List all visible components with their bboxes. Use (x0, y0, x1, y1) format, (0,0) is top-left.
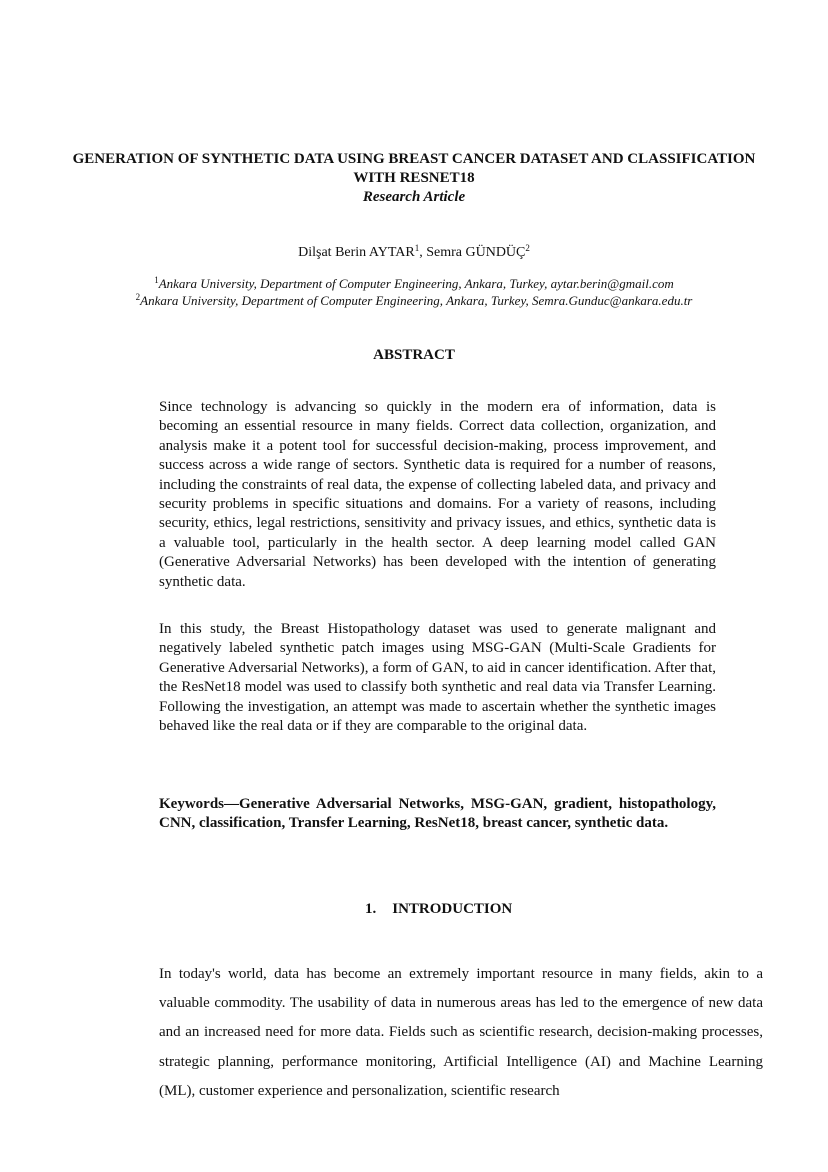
author-name: Semra GÜNDÜÇ (426, 245, 526, 260)
paper-title: GENERATION OF SYNTHETIC DATA USING BREAST CANCER DATASET AND CLASSIFICATION WITH RESNET18 (72, 151, 756, 186)
affiliation (0, 292, 828, 309)
author-separator: , (419, 245, 427, 260)
abstract-heading: ABSTRACT (373, 347, 455, 363)
keywords: Keywords—Generative Adversarial Networks, MSG-GAN, gradient, histopathology, CNN, classification, Transfer Learning, ResNet18, breast cancer, synthetic data. (159, 796, 716, 832)
affiliation-mark: 1 (154, 275, 159, 285)
author-affiliation-mark: 1 (414, 243, 420, 253)
author-affiliation-mark: 2 (525, 243, 530, 253)
article-type: Research Article (362, 189, 466, 205)
author-name: Dilşat Berin AYTAR (298, 245, 415, 260)
affiliation (0, 275, 828, 292)
affiliation-mark: 2 (135, 292, 141, 302)
affiliation-text: Ankara University, Department of Computer Engineering, Ankara, Turkey, aytar.berin@gmail.com (158, 276, 674, 291)
affiliation-text: Ankara University, Department of Computer Engineering, Ankara, Turkey, Semra.Gunduc@ankara.edu.tr (140, 293, 693, 308)
body-paragraph: In today's world, data has become an extremely important resource in many fields, akin to a valuable commodity. The usability of data in numerous areas has led to the emergence of new data and an increased need for more data. Fields such as scientific research, decision-making processes, strategic planning, performance monitoring, Artificial Intelligence (AI) and Machine Learning (ML), customer experience and personalization, scientific research (159, 966, 763, 1099)
section-heading (365, 900, 512, 918)
author-line (0, 244, 828, 262)
section-title: INTRODUCTION (392, 901, 513, 917)
section-number: 1. (365, 901, 377, 917)
abstract-paragraph: In this study, the Breast Histopathology dataset was used to generate malignant and negatively labeled synthetic patch images using MSG-GAN (Multi-Scale Gradients for Generative Adversarial Networks), a form of GAN, to aid in cancer identification. After that, the ResNet18 model was used to classify both synthetic and real data via Transfer Learning. Following the investigation, an attempt was made to ascertain whether the synthetic images behaved like the real data or if they are comparable to the original data. (159, 621, 716, 735)
abstract-paragraph: Since technology is advancing so quickly in the modern era of information, data is becoming an essential resource in many fields. Correct data collection, organization, and analysis make it a potent tool for successful decision-making, process improvement, and success across a wide range of sectors. Synthetic data is required for a number of reasons, including the constraints of real data, the expense of collecting labeled data, and privacy and security problems in specific situations and domains. For a variety of reasons, including security, ethics, legal restrictions, sensitivity and privacy issues, and ethics, synthetic data is a valuable tool, particularly in the health sector. A deep learning model called GAN (Generative Adversarial Networks) has been developed with the intention of generating synthetic data. (159, 399, 716, 590)
